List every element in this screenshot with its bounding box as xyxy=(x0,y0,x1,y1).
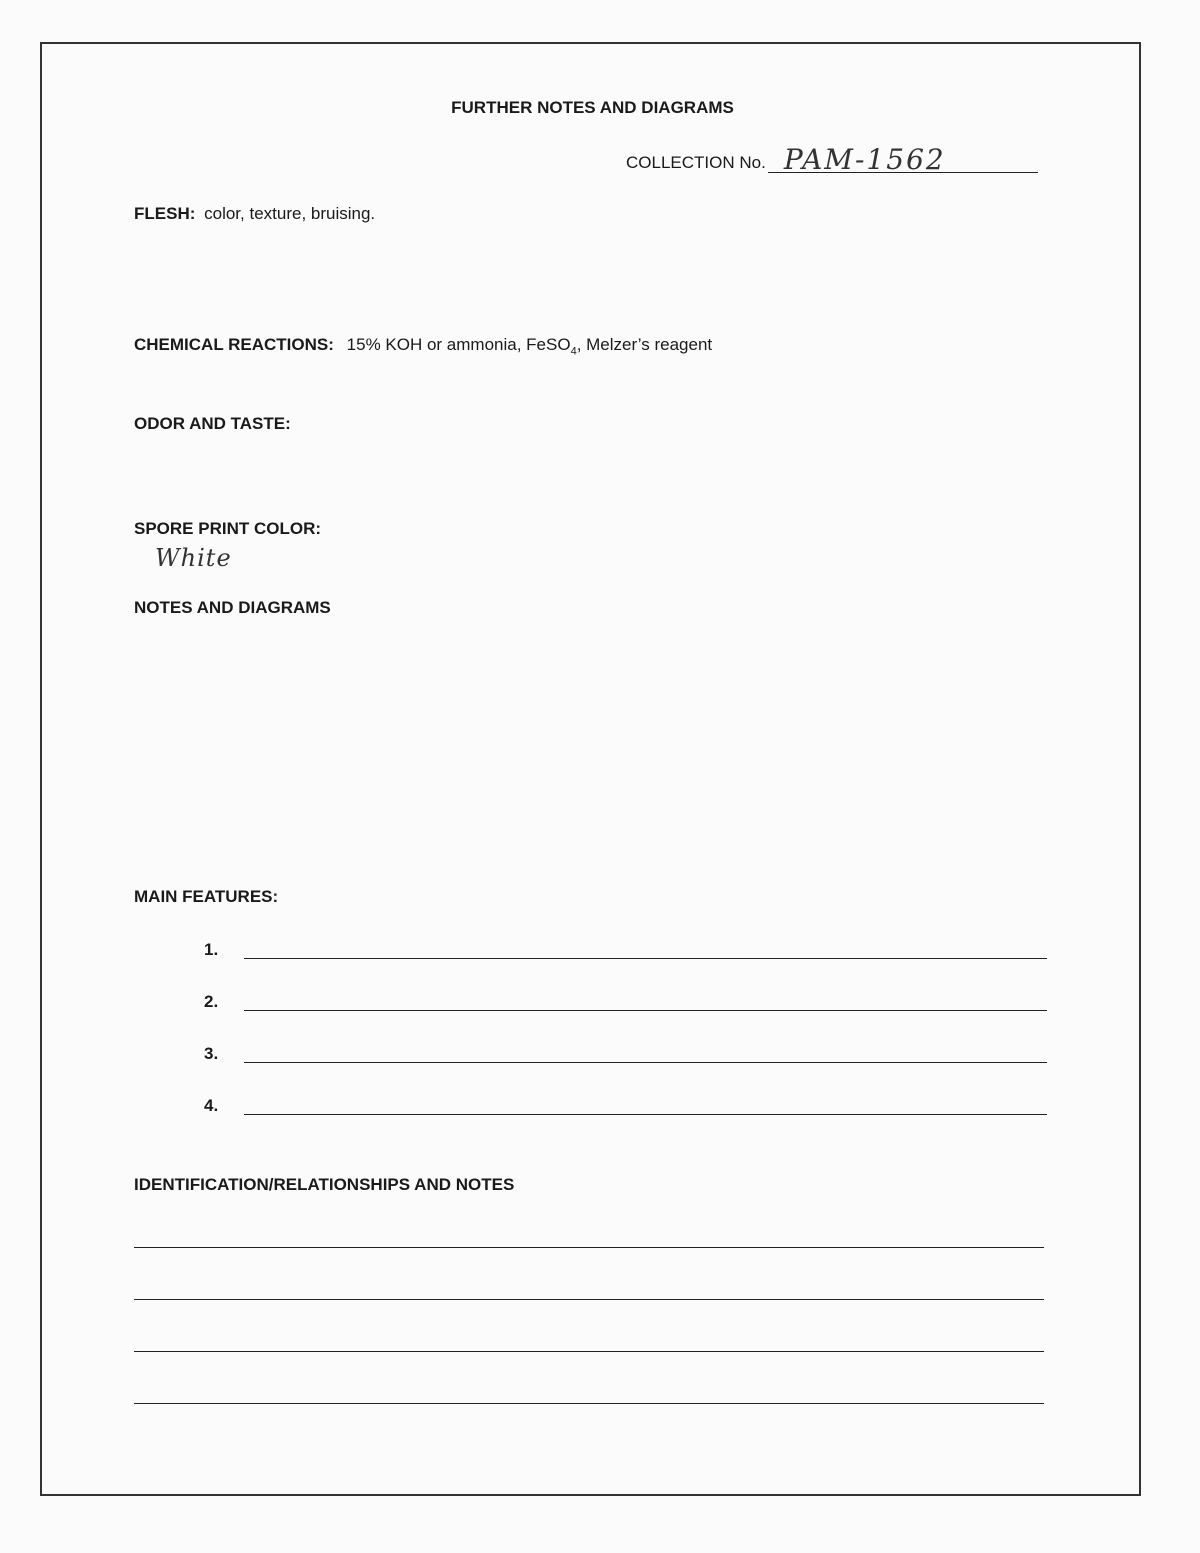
feature-line-2[interactable] xyxy=(244,1010,1047,1011)
collection-number-value: PAM-1562 xyxy=(783,143,946,176)
feature-number-2: 2. xyxy=(204,992,219,1011)
collection-label: COLLECTION No. xyxy=(626,153,766,172)
feature-line-3[interactable] xyxy=(244,1062,1047,1063)
spore-print-value: White xyxy=(155,544,232,572)
identification-line-3[interactable] xyxy=(134,1351,1044,1352)
page-title: FURTHER NOTES AND DIAGRAMS xyxy=(451,98,734,117)
notes-diagrams-label: NOTES AND DIAGRAMS xyxy=(134,598,331,617)
feature-line-1[interactable] xyxy=(244,958,1047,959)
collection-number-field[interactable] xyxy=(768,143,1038,176)
chemical-hint xyxy=(346,335,713,358)
flesh-label: FLESH: xyxy=(134,204,196,223)
chemical-hint-subscript: 4 xyxy=(570,345,577,358)
collection-number-row xyxy=(626,143,1038,176)
feature-number-3: 3. xyxy=(204,1044,219,1063)
spore-print-label: SPORE PRINT COLOR: xyxy=(134,519,322,538)
chemical-reactions-section xyxy=(134,335,712,357)
chemical-label: CHEMICAL REACTIONS: xyxy=(134,335,334,354)
identification-line-1[interactable] xyxy=(134,1247,1044,1248)
flesh-section xyxy=(134,204,375,224)
feature-line-4[interactable] xyxy=(244,1114,1047,1115)
flesh-hint: color, texture, bruising. xyxy=(204,204,376,223)
identification-line-4[interactable] xyxy=(134,1403,1044,1404)
identification-label: IDENTIFICATION/RELATIONSHIPS AND NOTES xyxy=(134,1175,515,1194)
feature-number-4: 4. xyxy=(204,1096,219,1115)
identification-line-2[interactable] xyxy=(134,1299,1044,1300)
chemical-hint-text-end: , Melzer’s reagent xyxy=(576,335,713,354)
form-border xyxy=(40,42,1141,1496)
feature-number-1: 1. xyxy=(204,940,219,959)
odor-taste-label: ODOR AND TASTE: xyxy=(134,414,291,433)
main-features-label: MAIN FEATURES: xyxy=(134,887,279,906)
chemical-hint-text: 15% KOH or ammonia, FeSO xyxy=(346,335,571,354)
